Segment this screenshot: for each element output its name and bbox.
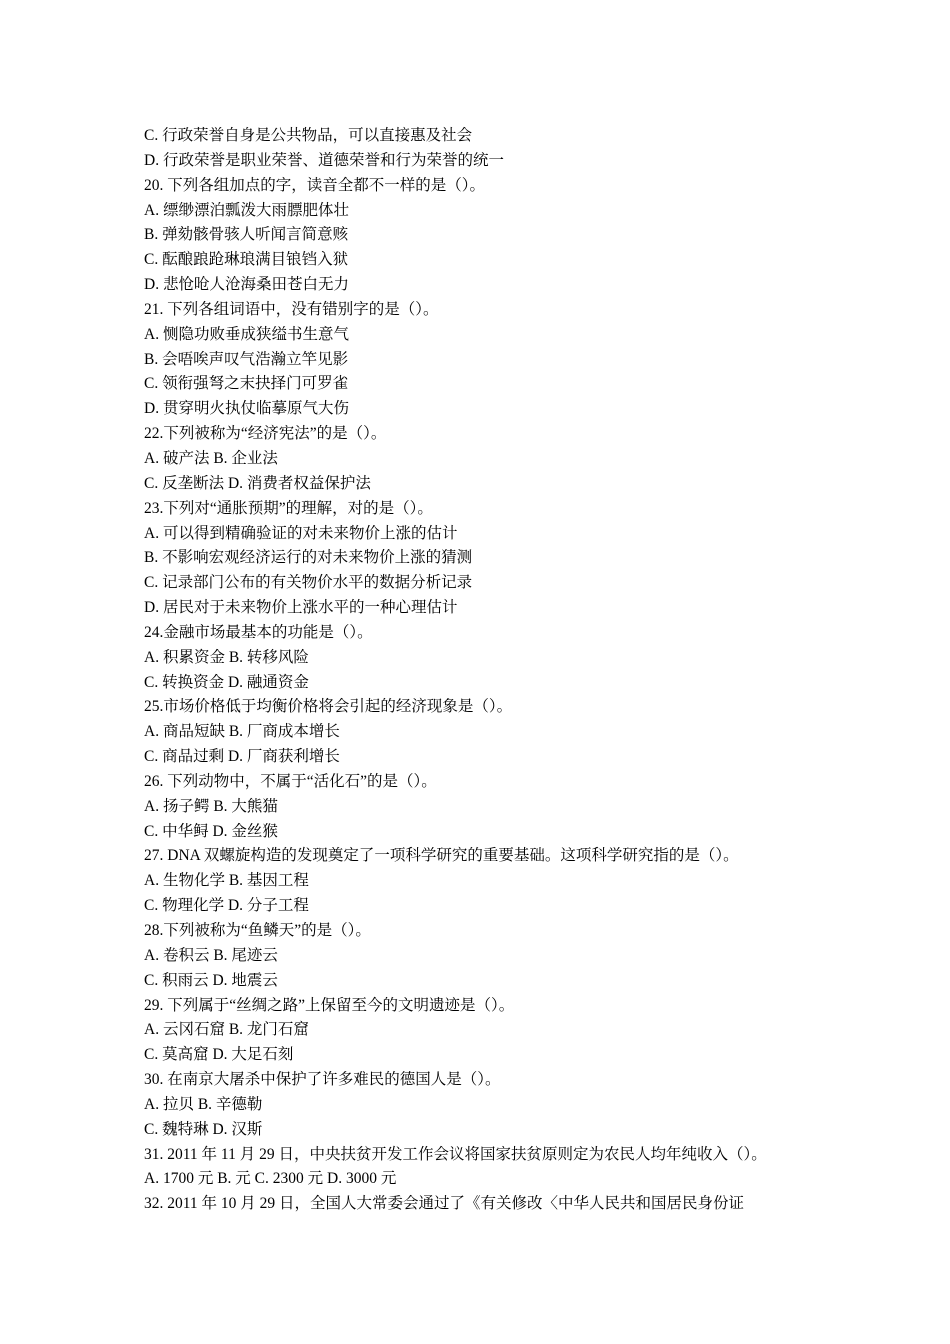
text-line: C. 转换资金 D. 融通资金 — [144, 673, 309, 691]
text-line: A. 生物化学 B. 基因工程 — [144, 872, 309, 890]
text-line: A. 卷积云 B. 尾迹云 — [144, 946, 278, 964]
text-line: 21. 下列各组词语中，没有错别字的是（）。 — [144, 300, 439, 318]
text-line: C. 记录部门公布的有关物价水平的数据分析记录 — [144, 574, 473, 592]
text-line: A. 可以得到精确验证的对未来物价上涨的估计 — [144, 524, 458, 542]
text-line: 27. DNA 双螺旋构造的发现奠定了一项科学研究的重要基础。这项科学研究指的是（）。 — [144, 847, 739, 865]
text-line: B. 弹劾骸骨骇人听闻言简意赅 — [144, 226, 349, 244]
text-line: D. 行政荣誉是职业荣誉、道德荣誉和行为荣誉的统一 — [144, 151, 504, 169]
text-line: C. 商品过剩 D. 厂商获利增长 — [144, 748, 340, 766]
document-body — [144, 124, 864, 1217]
text-line: C. 魏特琳 D. 汉斯 — [144, 1120, 263, 1138]
text-line: 22.下列被称为“经济宪法”的是（）。 — [144, 425, 387, 443]
text-line: A. 商品短缺 B. 厂商成本增长 — [144, 723, 340, 741]
text-line: 25.市场价格低于均衡价格将会引起的经济现象是（）。 — [144, 698, 513, 716]
text-line: A. 云冈石窟 B. 龙门石窟 — [144, 1021, 309, 1039]
text-line: 30. 在南京大屠杀中保护了许多难民的德国人是（）。 — [144, 1071, 501, 1089]
text-line: A. 破产法 B. 企业法 — [144, 449, 278, 467]
text-line: C. 领衔强弩之末抉择门可罗雀 — [144, 375, 349, 393]
text-line: A. 积累资金 B. 转移风险 — [144, 648, 309, 666]
text-line: 29. 下列属于“丝绸之路”上保留至今的文明遗迹是（）。 — [144, 996, 515, 1014]
text-line: D. 贯穿明火执仗临摹原气大伤 — [144, 400, 349, 418]
text-line: 23.下列对“通胀预期”的理解，对的是（）。 — [144, 499, 433, 517]
text-line: 31. 2011 年 11 月 29 日，中央扶贫开发工作会议将国家扶贫原则定为农民人均年纯收入（）。 — [144, 1145, 767, 1163]
text-line: 24.金融市场最基本的功能是（）。 — [144, 623, 373, 641]
text-line: A. 缥缈漂泊瓢泼大雨膘肥体壮 — [144, 201, 349, 219]
text-line: A. 拉贝 B. 辛德勒 — [144, 1095, 263, 1113]
text-line: 32. 2011 年 10 月 29 日，全国人大常委会通过了《有关修改〈中华人民共和国居民身份证 — [144, 1195, 745, 1213]
text-line: C. 积雨云 D. 地震云 — [144, 971, 278, 989]
text-line: C. 莫高窟 D. 大足石刻 — [144, 1046, 294, 1064]
text-line: C. 反垄断法 D. 消费者权益保护法 — [144, 474, 371, 492]
text-line: A. 扬子鳄 B. 大熊猫 — [144, 797, 278, 815]
text-line: C. 酝酿踉跄琳琅满目锒铛入狱 — [144, 251, 349, 269]
text-line: D. 居民对于未来物价上涨水平的一种心理估计 — [144, 599, 458, 617]
text-line: D. 悲怆呛人沧海桑田苍白无力 — [144, 276, 349, 294]
text-line: B. 会唔唉声叹气浩瀚立竿见影 — [144, 350, 349, 368]
text-line: A. 1700 元 B. 元 C. 2300 元 D. 3000 元 — [144, 1170, 397, 1188]
text-line: C. 物理化学 D. 分子工程 — [144, 897, 309, 915]
text-line: A. 恻隐功败垂成狭缢书生意气 — [144, 325, 349, 343]
text-line: C. 行政荣誉自身是公共物品，可以直接惠及社会 — [144, 127, 473, 144]
text-line: 28.下列被称为“鱼鳞天”的是（）。 — [144, 922, 371, 939]
text-line: 26. 下列动物中，不属于“活化石”的是（）。 — [144, 772, 437, 790]
text-line: 20. 下列各组加点的字，读音全都不一样的是（）。 — [144, 176, 486, 194]
text-line: B. 不影响宏观经济运行的对未来物价上涨的猜测 — [144, 549, 473, 567]
text-line: C. 中华鲟 D. 金丝猴 — [144, 822, 278, 840]
